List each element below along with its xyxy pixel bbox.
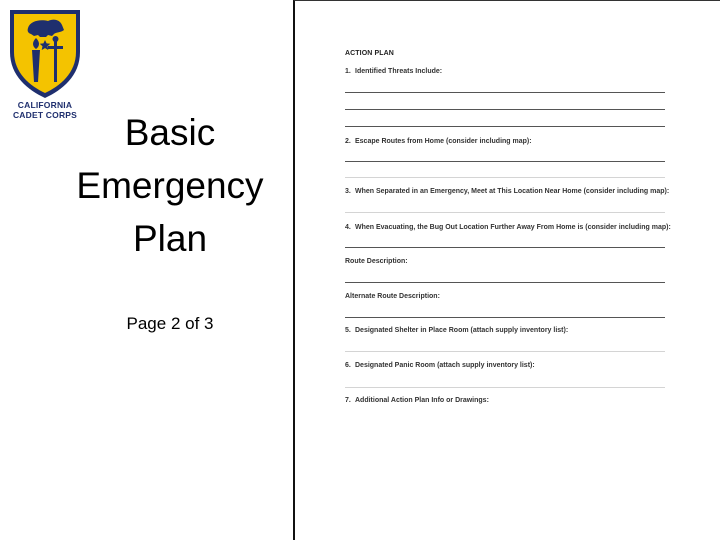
question-text: Identified Threats Include: — [355, 68, 443, 75]
question-3 — [345, 188, 669, 195]
question-number: 5. — [345, 327, 351, 334]
question-1 — [345, 68, 442, 75]
question-2 — [345, 138, 532, 145]
document-page — [293, 0, 720, 540]
question-4 — [345, 224, 671, 231]
logo-line-1: CALIFORNIA — [17, 100, 73, 110]
alternate-route-label — [345, 293, 440, 300]
answer-line[interactable] — [345, 109, 665, 110]
question-number: 3. — [345, 188, 351, 195]
question-number: 6. — [345, 362, 351, 369]
question-5 — [345, 327, 568, 334]
title-line-3: Plan — [132, 218, 208, 259]
question-number: 4. — [345, 224, 351, 231]
question-7 — [345, 397, 489, 404]
question-text: Additional Action Plan Info or Drawings: — [355, 397, 489, 404]
question-6 — [345, 362, 535, 369]
answer-line[interactable] — [345, 247, 665, 248]
question-text: Designated Shelter in Place Room (attach supply inventory list): — [355, 327, 569, 334]
answer-line[interactable] — [345, 126, 665, 127]
question-number: 2. — [345, 138, 351, 145]
answer-line[interactable] — [345, 177, 665, 178]
question-number: 1. — [345, 68, 351, 75]
answer-line[interactable] — [345, 161, 665, 162]
answer-line[interactable] — [345, 317, 665, 318]
answer-line[interactable] — [345, 212, 665, 213]
question-text: Alternate Route Description: — [345, 293, 440, 300]
question-text: Route Description: — [345, 258, 408, 265]
answer-line[interactable] — [345, 387, 665, 388]
document-heading: ACTION PLAN — [345, 50, 394, 57]
question-text: Escape Routes from Home (consider including map): — [355, 138, 532, 145]
question-text: When Separated in an Emergency, Meet at This Location Near Home (consider including map): — [355, 188, 670, 195]
shield-icon — [4, 6, 86, 100]
answer-line[interactable] — [345, 282, 665, 283]
page-count: Page 2 of 3 — [126, 314, 214, 333]
answer-line[interactable] — [345, 351, 665, 352]
title-line-2: Emergency — [76, 165, 264, 206]
california-cadet-corps-logo — [4, 6, 86, 122]
question-number: 7. — [345, 397, 351, 404]
title-line-1: Basic — [124, 112, 216, 153]
question-text: Designated Panic Room (attach supply inventory list): — [355, 362, 535, 369]
question-text: When Evacuating, the Bug Out Location Further Away From Home is (consider including map): — [355, 224, 671, 231]
slide-title — [60, 106, 280, 265]
answer-line[interactable] — [345, 92, 665, 93]
logo-line-2: CADET CORPS — [12, 110, 78, 120]
route-description-label — [345, 258, 408, 265]
